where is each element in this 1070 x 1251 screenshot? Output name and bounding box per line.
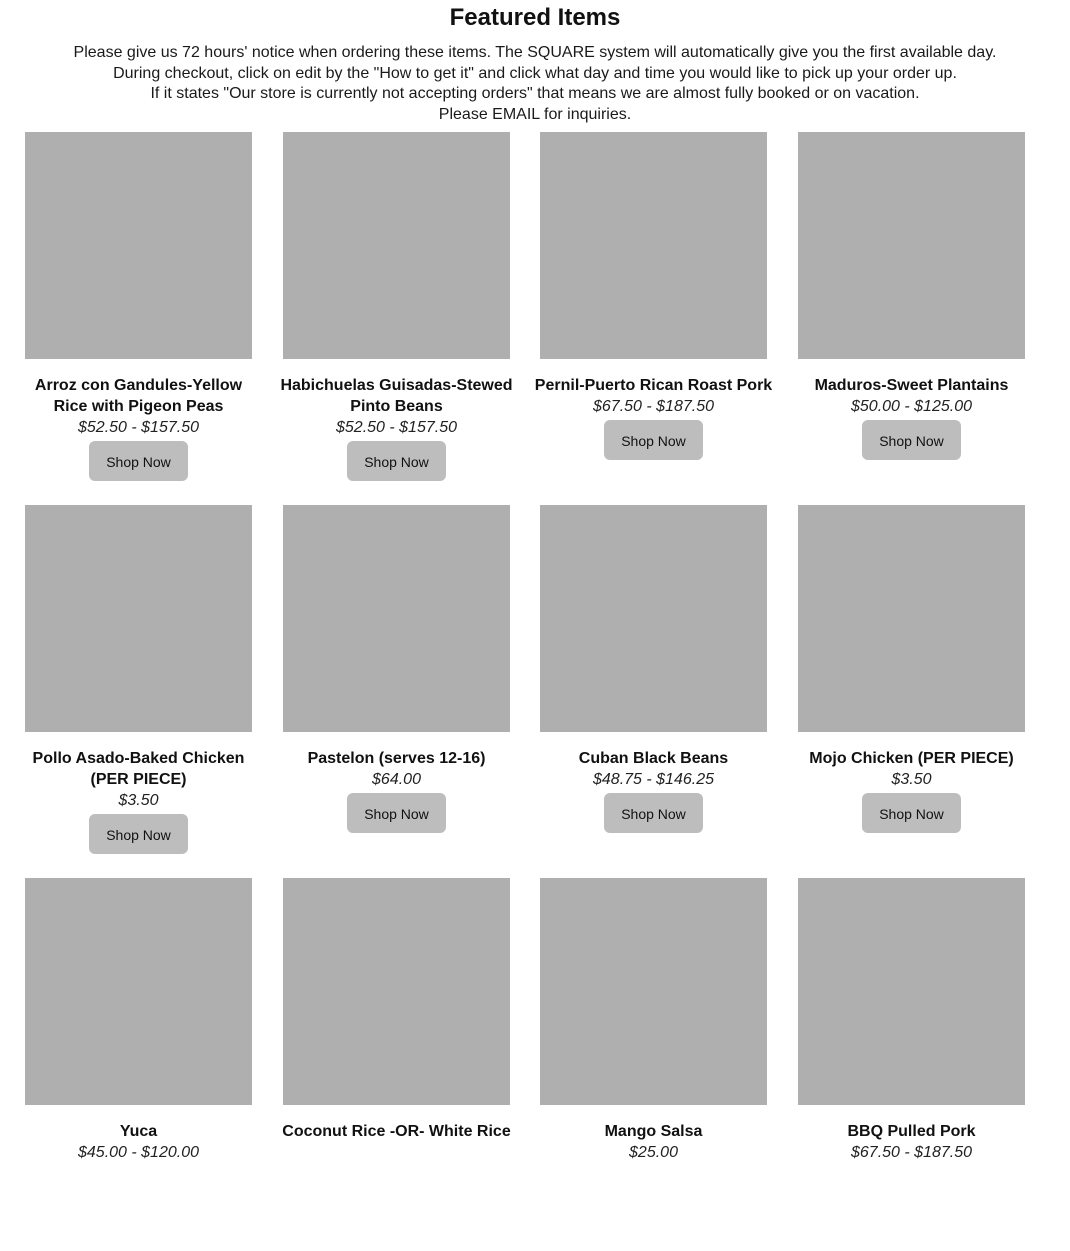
product-price: $3.50	[891, 771, 932, 789]
product-price: $48.75 - $146.25	[593, 771, 714, 789]
product-image[interactable]	[283, 878, 510, 1105]
product-card[interactable]	[540, 878, 767, 1163]
product-image[interactable]	[283, 132, 510, 359]
product-card[interactable]	[798, 132, 1025, 460]
shop-now-button[interactable]: Shop Now	[347, 441, 446, 481]
shop-now-button[interactable]: Shop Now	[604, 793, 703, 833]
product-name[interactable]: Maduros-Sweet Plantains	[814, 377, 1009, 395]
order-notice	[0, 43, 1070, 125]
product-card[interactable]	[798, 505, 1025, 833]
notice-line: Please give us 72 hours' notice when ordering these items. The SQUARE system will automatically give you the first available day.	[73, 44, 997, 61]
product-card[interactable]	[25, 878, 252, 1163]
product-price: $50.00 - $125.00	[851, 398, 972, 416]
product-card[interactable]	[280, 132, 513, 481]
notice-line: Please EMAIL for inquiries.	[438, 105, 632, 123]
product-card[interactable]	[540, 505, 767, 833]
product-price: $64.00	[372, 771, 421, 789]
product-card[interactable]	[25, 132, 252, 481]
product-row	[0, 878, 1070, 1251]
product-image[interactable]	[798, 132, 1025, 359]
product-image[interactable]	[25, 132, 252, 359]
product-name[interactable]: Mango Salsa	[604, 1123, 703, 1141]
notice-line: During checkout, click on edit by the "How to get it" and click what day and time you would like to pick up your order up.	[113, 64, 957, 82]
product-image[interactable]	[798, 878, 1025, 1105]
product-image[interactable]	[25, 878, 252, 1105]
product-image[interactable]	[540, 505, 767, 732]
product-image[interactable]	[798, 505, 1025, 732]
product-name[interactable]: Cuban Black Beans	[578, 750, 729, 768]
shop-now-button[interactable]: Shop Now	[347, 793, 446, 833]
product-price: $3.50	[118, 792, 159, 810]
product-grid	[0, 132, 1070, 1251]
product-card[interactable]	[283, 505, 510, 833]
product-name[interactable]: Habichuelas Guisadas-Stewed Pinto Beans	[280, 377, 513, 416]
product-price: $52.50 - $157.50	[336, 419, 457, 437]
product-name[interactable]: Pernil-Puerto Rican Roast Pork	[534, 377, 773, 395]
shop-now-button[interactable]: Shop Now	[604, 420, 703, 460]
product-row	[0, 505, 1070, 878]
product-price: $52.50 - $157.50	[78, 419, 199, 437]
product-name[interactable]: Yuca	[119, 1123, 158, 1141]
page-title: Featured Items	[449, 4, 621, 31]
product-name[interactable]: Arroz con Gandules-Yellow Rice with Pigeon Peas	[34, 377, 243, 416]
shop-now-button[interactable]: Shop Now	[89, 441, 188, 481]
product-price: $45.00 - $120.00	[78, 1144, 199, 1162]
product-card[interactable]	[283, 878, 510, 1142]
product-name[interactable]: Pollo Asado-Baked Chicken (PER PIECE)	[32, 750, 245, 789]
product-card[interactable]	[798, 878, 1025, 1163]
product-name[interactable]: Pastelon (serves 12-16)	[307, 750, 486, 768]
product-image[interactable]	[540, 132, 767, 359]
product-name[interactable]: Mojo Chicken (PER PIECE)	[809, 750, 1014, 768]
product-price: $25.00	[629, 1144, 678, 1162]
notice-line: If it states "Our store is currently not accepting orders" that means we are almost fully booked or on vacation.	[150, 85, 920, 103]
product-image[interactable]	[283, 505, 510, 732]
product-price: $67.50 - $187.50	[851, 1144, 972, 1162]
product-card[interactable]	[25, 505, 252, 854]
shop-now-button[interactable]: Shop Now	[862, 793, 961, 833]
product-name[interactable]: Coconut Rice -OR- White Rice	[282, 1123, 511, 1141]
shop-now-button[interactable]: Shop Now	[862, 420, 961, 460]
product-image[interactable]	[25, 505, 252, 732]
product-card[interactable]	[534, 132, 773, 460]
product-name[interactable]: BBQ Pulled Pork	[847, 1123, 976, 1141]
product-image[interactable]	[540, 878, 767, 1105]
product-row	[0, 132, 1070, 505]
product-price: $67.50 - $187.50	[593, 398, 714, 416]
shop-now-button[interactable]: Shop Now	[89, 814, 188, 854]
